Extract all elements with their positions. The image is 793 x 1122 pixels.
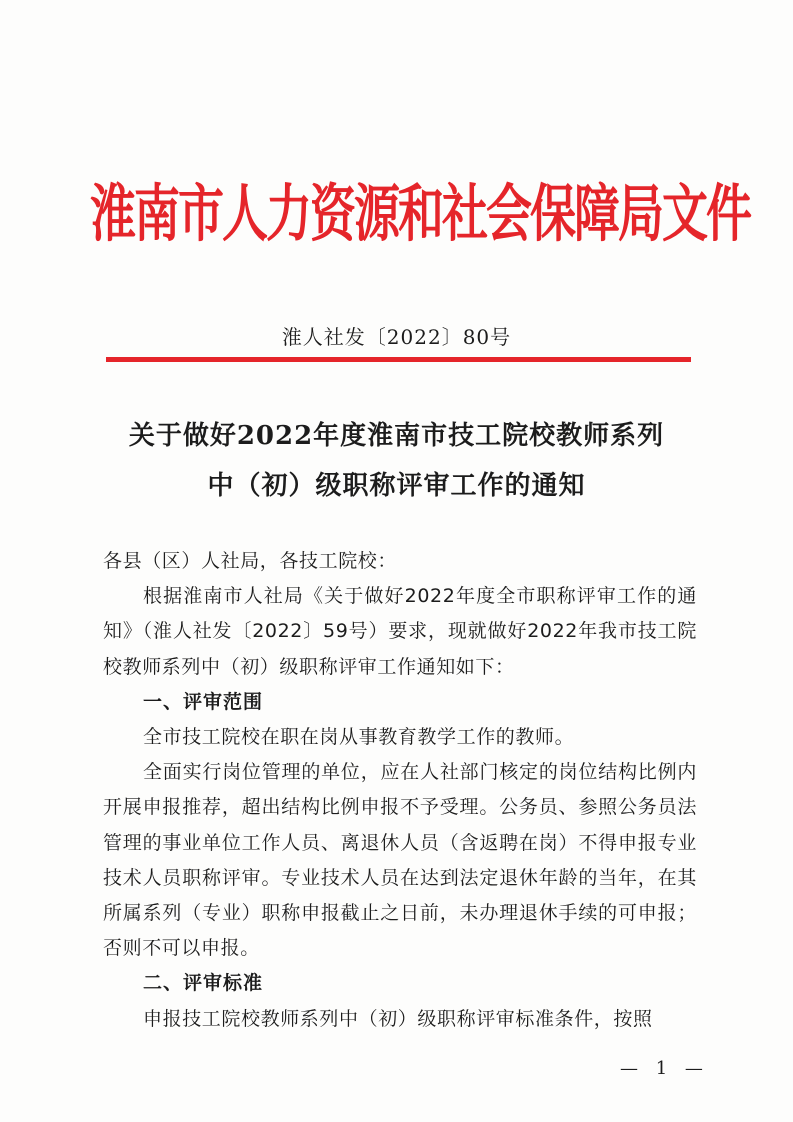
page-number: — 1 — bbox=[620, 1058, 709, 1079]
notice-body bbox=[103, 544, 697, 1037]
red-divider-rule bbox=[106, 357, 691, 362]
masthead-title: 淮南市人力资源和社会保障局文件 bbox=[90, 176, 750, 250]
section-2-paragraph-1: 申报技工院校教师系列中（初）级职称评审标准条件，按照 bbox=[143, 1007, 653, 1030]
section-1-heading: 一、评审范围 bbox=[143, 690, 264, 713]
notice-title-line-2: 中（初）级职称评审工作的通知 bbox=[207, 471, 586, 501]
section-1-paragraph-2: 全面实行岗位管理的单位，应在人社部门核定的岗位结构比例内开展申报推荐，超出结构比例申报不予受理。公务员、参照公务员法管理的事业单位工作人员、离退休人员（含返聘在岗）不得申报专业技术人员职称评审。专业技术人员在达到法定退休年龄的当年，在其所属系列（专业）职称申报截止之日前，未办理退休手续的可申报；否则不可以申报。 bbox=[103, 761, 697, 960]
section-1-paragraph-1: 全市技工院校在职在岗从事教育教学工作的教师。 bbox=[143, 726, 575, 749]
intro-paragraph: 根据淮南市人社局《关于做好2022年度全市职称评审工作的通知》（淮人社发〔2022〕59号）要求，现就做好2022年我市技工院校教师系列中（初）级职称评审工作通知如下： bbox=[103, 585, 697, 678]
notice-title-line-1: 关于做好2022年度淮南市技工院校教师系列 bbox=[128, 421, 665, 451]
document-number: 淮人社发〔2022〕80号 bbox=[281, 325, 512, 349]
section-2-heading: 二、评审标准 bbox=[143, 972, 264, 995]
salutation: 各县（区）人社局，各技工院校： bbox=[103, 550, 398, 572]
